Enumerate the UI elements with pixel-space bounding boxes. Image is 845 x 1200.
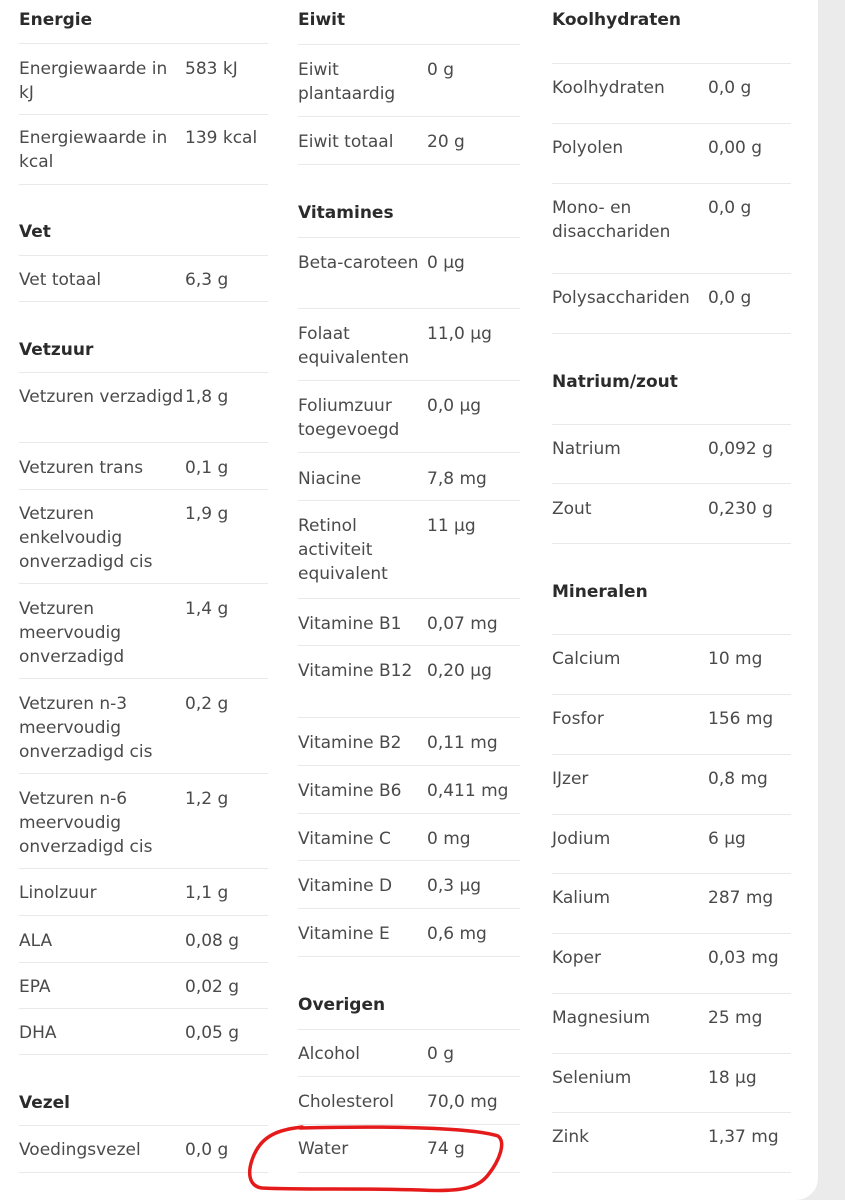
nutrient-value: 70,0 mg — [427, 1092, 498, 1112]
nutrient-label: DHA — [19, 1023, 57, 1043]
nutrient-label: Eiwit plantaardig — [298, 60, 396, 104]
nutrient-row — [19, 881, 268, 916]
nutrient-value: 0,0 g — [185, 1140, 229, 1160]
nutrient-label: Koolhydraten — [552, 78, 665, 98]
nutrient-row-water — [298, 1137, 520, 1173]
nutrient-label: ALA — [19, 931, 53, 951]
nutrient-value: 11 µg — [427, 516, 476, 536]
nutrient-value: 0,8 mg — [708, 769, 768, 789]
nutrient-value: 7,8 mg — [427, 469, 487, 489]
nutrient-value: 287 mg — [708, 888, 774, 908]
nutrient-row — [552, 1066, 791, 1113]
nutrient-label: Zink — [552, 1127, 589, 1147]
nutrient-value: 11,0 µg — [427, 324, 492, 344]
nutrient-label: Foliumzuur toegevoegd — [298, 396, 400, 440]
nutrient-label: Energiewaarde in kcal — [19, 128, 168, 172]
nutrient-row — [19, 57, 268, 115]
nutrient-row — [552, 707, 791, 755]
nutrient-label: Beta-caroteen — [298, 253, 419, 273]
nutrient-label: Voedingsvezel — [19, 1140, 141, 1160]
nutrient-row — [19, 1021, 268, 1055]
nutrient-value: 0 mg — [427, 829, 471, 849]
nutrient-value: 0,11 mg — [427, 733, 498, 753]
nutrient-label: Koper — [552, 948, 601, 968]
section-title-vitamines: Vitamines — [298, 203, 394, 223]
nutrient-value: 0,07 mg — [427, 614, 498, 634]
section-title-vet: Vet — [19, 222, 51, 242]
nutrient-row — [19, 268, 268, 302]
nutrient-row — [552, 196, 791, 274]
nutrient-value: 0 g — [427, 60, 455, 80]
nutrient-value: 0,0 g — [708, 78, 752, 98]
section-title-overigen: Overigen — [298, 995, 386, 1015]
nutrient-label: Zout — [552, 499, 592, 519]
nutrient-label: Polysacchariden — [552, 288, 690, 308]
nutrient-row — [19, 502, 268, 584]
nutrient-row — [19, 929, 268, 963]
nutrient-value: 0 µg — [427, 253, 465, 273]
nutrient-value: 1,4 g — [185, 599, 229, 619]
nutrient-label: Water — [298, 1139, 349, 1159]
nutrient-label: Jodium — [552, 829, 611, 849]
nutrient-label: Fosfor — [552, 709, 604, 729]
nutrient-row — [552, 647, 791, 695]
nutrient-value: 0 g — [427, 1044, 455, 1064]
nutrient-label: Vetzuren trans — [19, 458, 144, 478]
nutrient-label: Energiewaarde in kJ — [19, 59, 168, 103]
nutrient-value: 583 kJ — [185, 59, 238, 79]
nutrient-value: 74 g — [427, 1139, 465, 1159]
nutrient-label: Cholesterol — [298, 1092, 394, 1112]
nutrient-label: Vitamine B6 — [298, 781, 402, 801]
nutrient-label: Vetzuren meervoudig onverzadigd — [19, 599, 125, 667]
nutrient-value: 0,02 g — [185, 977, 240, 997]
section-title-mineralen: Mineralen — [552, 582, 648, 602]
nutrient-label: Calcium — [552, 649, 621, 669]
nutrient-value: 0,0 µg — [427, 396, 482, 416]
nutrient-value: 0,20 µg — [427, 661, 492, 681]
nutrient-label: EPA — [19, 977, 51, 997]
nutrient-row — [552, 286, 791, 334]
nutrient-row — [552, 886, 791, 934]
nutrient-value: 0,0 g — [708, 198, 752, 218]
nutrient-label: Vitamine B2 — [298, 733, 402, 753]
nutrient-value: 0,00 g — [708, 138, 763, 158]
section-title-vezel: Vezel — [19, 1093, 71, 1113]
nutrient-label: Eiwit totaal — [298, 132, 394, 152]
nutrient-row — [552, 136, 791, 184]
nutrient-value: 6 µg — [708, 829, 746, 849]
nutrient-label: IJzer — [552, 769, 589, 789]
nutrient-value: 0,092 g — [708, 439, 773, 459]
nutrient-row — [552, 497, 791, 544]
nutrient-row — [552, 1125, 791, 1173]
nutrient-label: Retinol activiteit equivalent — [298, 516, 388, 584]
section-title-vetzuur: Vetzuur — [19, 340, 94, 360]
nutrient-row — [552, 827, 791, 874]
nutrient-value: 0,1 g — [185, 458, 229, 478]
section-title-natrium: Natrium/zout — [552, 372, 678, 392]
nutrient-row — [298, 874, 520, 909]
nutrient-row — [298, 130, 520, 165]
nutrient-row — [298, 922, 520, 957]
nutrient-label: Vetzuren n-3 meervoudig onverzadigd cis — [19, 694, 153, 762]
nutrient-value: 0,0 g — [708, 288, 752, 308]
nutrient-value: 0,03 mg — [708, 948, 779, 968]
nutrient-row — [19, 597, 268, 679]
nutrient-row — [19, 1138, 268, 1173]
nutrient-value: 0,08 g — [185, 931, 240, 951]
nutrient-row — [298, 612, 520, 646]
nutrient-label: Polyolen — [552, 138, 624, 158]
nutrient-label: Vitamine C — [298, 829, 391, 849]
nutrient-label: Vetzuren n-6 meervoudig onverzadigd cis — [19, 789, 153, 857]
nutrient-label: Vet totaal — [19, 270, 102, 290]
nutrient-label: Vitamine B12 — [298, 661, 413, 681]
nutrient-row — [552, 1006, 791, 1054]
nutrient-label: Kalium — [552, 888, 611, 908]
nutrient-row — [298, 659, 520, 718]
nutrient-value: 0,6 mg — [427, 924, 487, 944]
nutrient-row — [298, 58, 520, 117]
nutrient-value: 1,37 mg — [708, 1127, 779, 1147]
nutrient-row — [298, 1090, 520, 1125]
nutrient-value: 0,3 µg — [427, 876, 482, 896]
nutrient-label: Vitamine B1 — [298, 614, 402, 634]
section-title-energie: Energie — [19, 10, 93, 30]
nutrient-value: 0,411 mg — [427, 781, 509, 801]
nutrient-value: 0,2 g — [185, 694, 229, 714]
nutrient-label: Vitamine E — [298, 924, 390, 944]
nutrient-row — [19, 787, 268, 869]
nutrient-row — [298, 731, 520, 766]
nutrient-value: 156 mg — [708, 709, 774, 729]
nutrient-row — [19, 692, 268, 774]
nutrient-label: Natrium — [552, 439, 621, 459]
nutrient-label: Vetzuren verzadigd — [19, 387, 184, 407]
nutrient-row — [298, 827, 520, 861]
nutrient-row — [19, 975, 268, 1009]
nutrient-row — [298, 251, 520, 309]
nutrient-row — [298, 467, 520, 501]
nutrient-value: 20 g — [427, 132, 465, 152]
nutrient-row — [552, 437, 791, 484]
nutrient-label: Folaat equivalenten — [298, 324, 410, 368]
section-title-koolhydraten: Koolhydraten — [552, 10, 682, 30]
nutrient-label: Mono- en disacchariden — [552, 198, 671, 242]
nutrient-label: Magnesium — [552, 1008, 651, 1028]
nutrient-value: 1,1 g — [185, 883, 229, 903]
nutrient-label: Vitamine D — [298, 876, 393, 896]
nutrient-value: 139 kcal — [185, 128, 258, 148]
nutrient-value: 0,230 g — [708, 499, 773, 519]
nutrient-row — [298, 322, 520, 381]
nutrient-row — [19, 126, 268, 185]
nutrient-value: 18 µg — [708, 1068, 757, 1088]
nutrient-label: Niacine — [298, 469, 362, 489]
nutrient-row — [19, 385, 268, 443]
nutrient-row — [298, 1042, 520, 1077]
nutrient-value: 25 mg — [708, 1008, 763, 1028]
nutrient-row — [298, 394, 520, 453]
nutrient-row — [298, 779, 520, 814]
nutrient-value: 6,3 g — [185, 270, 229, 290]
nutrient-value: 1,2 g — [185, 789, 229, 809]
nutrient-label: Vetzuren enkelvoudig onverzadigd cis — [19, 504, 153, 572]
nutrient-row — [19, 456, 268, 490]
nutrient-value: 1,9 g — [185, 504, 229, 524]
nutrient-label: Alcohol — [298, 1044, 360, 1064]
nutrient-row — [552, 76, 791, 124]
nutrient-value: 0,05 g — [185, 1023, 240, 1043]
nutrient-label: Linolzuur — [19, 883, 97, 903]
nutrient-value: 10 mg — [708, 649, 763, 669]
nutrient-label: Selenium — [552, 1068, 632, 1088]
nutrient-value: 1,8 g — [185, 387, 229, 407]
section-title-eiwit: Eiwit — [298, 10, 346, 30]
nutrient-row — [552, 946, 791, 994]
nutrient-row — [552, 767, 791, 815]
nutrient-row — [298, 514, 520, 599]
